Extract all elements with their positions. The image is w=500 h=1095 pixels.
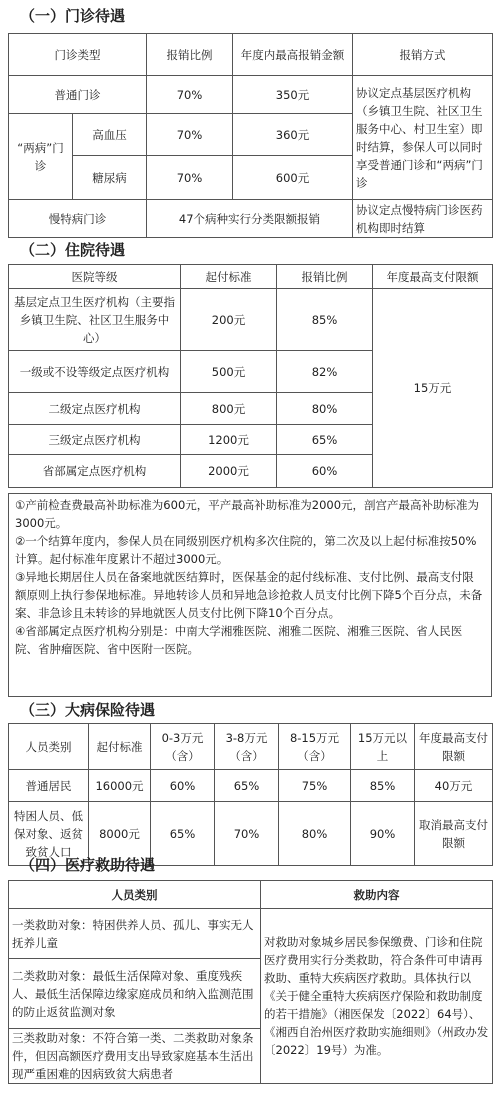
assistance-content: 对救助对象城乡居民参保缴费、门诊和住院医疗费用实行分类救助，符合条件可申请再救助、重特大疾病医疗救助。具体执行以《关于健全重特大疾病医疗保险和救助制度的若干措施》（湘医保发〔2022〕64号）、《湘西自治州医疗救助实施细则》（州政办发〔2022〕19号）为准。 <box>261 909 493 1084</box>
inpatient-annual-limit: 15万元 <box>373 289 493 488</box>
ratio-band-3: 75% <box>279 770 351 802</box>
header-method: 报销方式 <box>353 34 493 76</box>
hospital-level: 一级或不设等级定点医疗机构 <box>9 351 181 393</box>
category: 特困人员、低保对象、返贫致贫人口 <box>9 802 89 866</box>
note-2: ②一个结算年度内，参保人员在同级别医疗机构多次住院的，第二次及以上起付标准按50%计算。起付标准年度累计不超过3000元。 <box>15 534 477 566</box>
chronic-clinic-desc: 47个病种实行分类限额报销 <box>147 200 353 238</box>
hospital-ratio: 80% <box>277 393 373 425</box>
hospital-ratio: 60% <box>277 455 373 488</box>
hospital-deductible: 500元 <box>181 351 277 393</box>
header-max-amount: 年度内最高报销金额 <box>233 34 353 76</box>
hospital-deductible: 1200元 <box>181 425 277 455</box>
note-4: ④省部属定点医疗机构分别是：中南大学湘雅医院、湘雅二医院、湘雅三医院、省人民医院、省肿瘤医院、省中医附一医院。 <box>15 624 463 656</box>
assistance-category: 二类救助对象：最低生活保障对象、重度残疾人、最低生活保障边缘家庭成员和纳入监测范围的防止返贫监测对象 <box>9 959 261 1029</box>
inpatient-notes <box>8 493 492 697</box>
deductible: 16000元 <box>89 770 151 802</box>
hospital-ratio: 65% <box>277 425 373 455</box>
outpatient-section <box>0 4 500 28</box>
annual-limit: 40万元 <box>415 770 493 802</box>
hospital-ratio: 82% <box>277 351 373 393</box>
outpatient-title: （一）门诊待遇 <box>20 7 126 25</box>
outpatient-table <box>8 33 493 238</box>
hypertension-ratio: 70% <box>147 114 233 156</box>
outpatient-method-text: 协议定点基层医疗机构（乡镇卫生院、社区卫生服务中心、村卫生室）即时结算，参保人可以同时享受普通门诊和“两病”门诊 <box>353 76 493 200</box>
header-deductible: 起付标准 <box>181 265 277 289</box>
general-clinic-ratio: 70% <box>147 76 233 114</box>
hospital-deductible: 2000元 <box>181 455 277 488</box>
assistance-category: 三类救助对象：不符合第一类、二类救助对象条件，但因高额医疗费用支出导致家庭基本生活出现严重困难的因病致贫大病患者 <box>9 1029 261 1084</box>
hospital-deductible: 200元 <box>181 289 277 351</box>
medical-assistance-title: （四）医疗救助待遇 <box>20 856 156 874</box>
ratio-band-4: 85% <box>351 770 415 802</box>
diabetes-type: 糖尿病 <box>73 156 147 200</box>
medical-assistance-table <box>8 880 493 1084</box>
ratio-band-1: 65% <box>151 802 215 866</box>
hospital-level: 省部属定点医疗机构 <box>9 455 181 488</box>
header-assistance-content: 救助内容 <box>261 881 493 909</box>
ratio-band-2: 70% <box>215 802 279 866</box>
deductible: 8000元 <box>89 802 151 866</box>
inpatient-title: （二）住院待遇 <box>20 241 126 259</box>
hypertension-type: 高血压 <box>73 114 147 156</box>
general-clinic-max: 350元 <box>233 76 353 114</box>
ratio-band-3: 80% <box>279 802 351 866</box>
header-band-8-15: 8-15万元（含） <box>279 724 351 770</box>
header-ratio: 报销比例 <box>147 34 233 76</box>
inpatient-table <box>8 264 493 488</box>
ratio-band-2: 65% <box>215 770 279 802</box>
header-band-15-plus: 15万元以上 <box>351 724 415 770</box>
critical-illness-table <box>8 723 493 866</box>
hospital-ratio: 85% <box>277 289 373 351</box>
hospital-level: 二级定点医疗机构 <box>9 393 181 425</box>
header-deductible: 起付标准 <box>89 724 151 770</box>
hospital-level: 三级定点医疗机构 <box>9 425 181 455</box>
chronic-clinic-type: 慢特病门诊 <box>9 200 147 238</box>
hospital-deductible: 800元 <box>181 393 277 425</box>
note-1: ①产前检查费最高补助标准为600元，平产最高补助标准为2000元，剖宫产最高补助标准为3000元。 <box>15 498 480 530</box>
note-3: ③异地长期居住人员在备案地就医结算时，医保基金的起付线标准、支付比例、最高支付限额原则上执行参保地标准。异地转诊人员和异地急诊抢救人员支付比例下降5个百分点，未备案、非急诊且未转诊的异地就医人员支付比例下降10个百分点。 <box>15 570 483 620</box>
general-clinic-type: 普通门诊 <box>9 76 147 114</box>
header-band-0-3: 0-3万元（含） <box>151 724 215 770</box>
diabetes-ratio: 70% <box>147 156 233 200</box>
header-annual-limit: 年度最高支付限额 <box>415 724 493 770</box>
hospital-level: 基层定点卫生医疗机构（主要指乡镇卫生院、社区卫生服务中心） <box>9 289 181 351</box>
two-diseases-label: “两病”门诊 <box>9 114 73 200</box>
critical-illness-title: （三）大病保险待遇 <box>20 701 156 719</box>
header-inpatient-ratio: 报销比例 <box>277 265 373 289</box>
ratio-band-4: 90% <box>351 802 415 866</box>
header-annual-limit: 年度最高支付限额 <box>373 265 493 289</box>
header-hospital-level: 医院等级 <box>9 265 181 289</box>
critical-illness-section <box>0 698 500 722</box>
chronic-clinic-method: 协议定点慢特病门诊医药机构即时结算 <box>353 200 493 238</box>
category: 普通居民 <box>9 770 89 802</box>
header-person-category: 人员类别 <box>9 881 261 909</box>
hypertension-max: 360元 <box>233 114 353 156</box>
inpatient-section <box>0 238 500 262</box>
ratio-band-1: 60% <box>151 770 215 802</box>
annual-limit: 取消最高支付限额 <box>415 802 493 866</box>
header-outpatient-type: 门诊类型 <box>9 34 147 76</box>
diabetes-max: 600元 <box>233 156 353 200</box>
header-person-category: 人员类别 <box>9 724 89 770</box>
assistance-category: 一类救助对象：特困供养人员、孤儿、事实无人抚养儿童 <box>9 909 261 959</box>
header-band-3-8: 3-8万元（含） <box>215 724 279 770</box>
medical-assistance-section <box>0 853 500 877</box>
